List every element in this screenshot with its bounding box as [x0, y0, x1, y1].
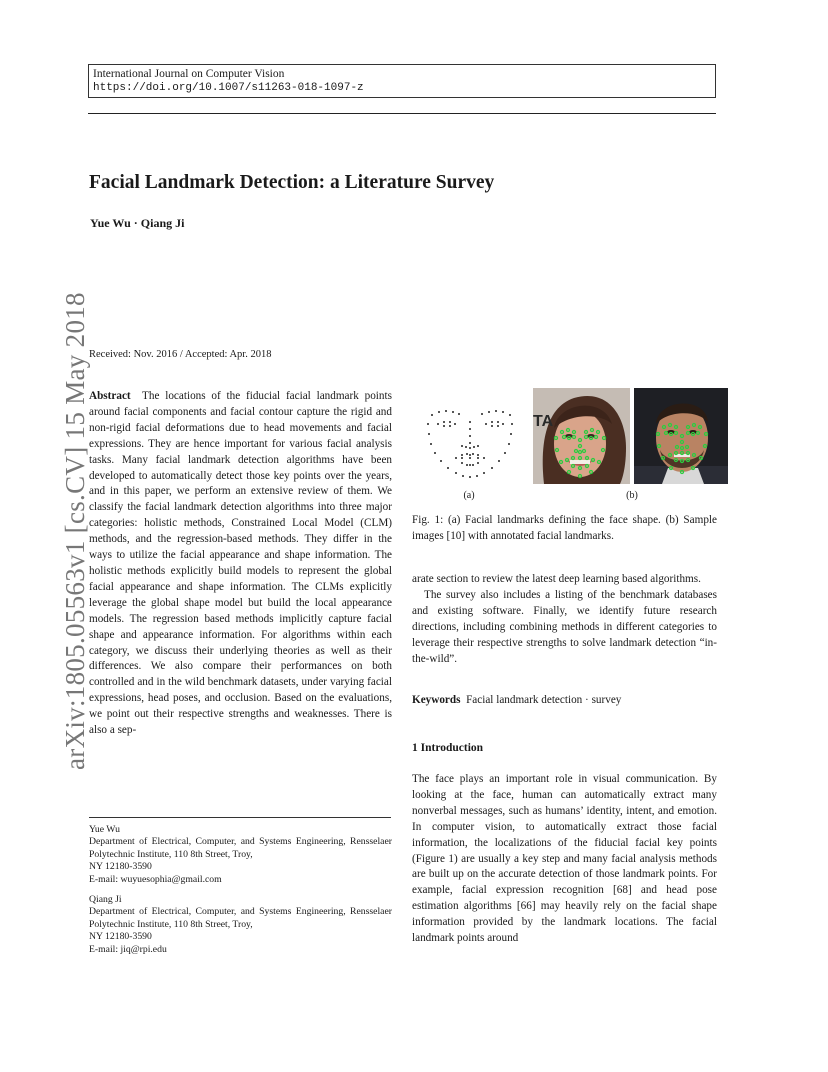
doi-link[interactable]: https://doi.org/10.1007/s11263-018-1097-z	[93, 82, 364, 94]
footnote-affiliation: Department of Electrical, Computer, and Systems Engineering, Rensselaer Polytechnic Institute, 110 8th Street, Troy,	[89, 906, 392, 930]
header-rule	[88, 113, 716, 114]
abstract-text: The locations of the fiducial facial landmark points around facial components and facial contour capture the rigid and non-rigid facial deformations due to head movements and facial expressions. They are hence important for various facial analysis tasks. Many facial landmark detection algorithms have been developed to automatically detect those key points over the years, and in this paper, we perform an extensive review of them. We classify the facial landmark detection algorithms into three major categories: holistic methods, Constrained Local Model (CLM) methods, and the regression-based methods. They differ in the ways to utilize the facial appearance and shape information. The holistic methods explicitly build models to represent the global facial appearance and shape information. The CLMs explicitly leverage the global shape model but build the local appearance models. The regression based methods implicitly capture facial shape and appearance information. For algorithms within each category, we discuss their underlying theories as well as their differences. We also compare their performances on both controlled and in the wild benchmark datasets, under varying facial expressions, head poses, and occlusion. Based on the evaluations, we point out their respective strengths and weaknesses. There is also a sep-	[89, 390, 392, 737]
footnote-author-2	[89, 894, 392, 956]
footnote-affiliation: Department of Electrical, Computer, and Systems Engineering, Rensselaer Polytechnic Institute, 110 8th Street, Troy,	[89, 836, 392, 860]
photo-background-text: TA	[533, 413, 554, 430]
footnote-email[interactable]: E-mail: jiq@rpi.edu	[89, 943, 167, 955]
keywords	[412, 693, 717, 709]
figure-caption: Fig. 1: (a) Facial landmarks defining the face shape. (b) Sample images [10] with annotated facial landmarks.	[412, 514, 717, 542]
introduction-paragraph: The face plays an important role in visual communication. By looking at the face, human can automatically extract many nonverbal messages, such as humans’ identity, intent, and emotion. In computer vision, to automatically extract those facial information, the localizations of the fiducial facial key points (Figure 1) are usually a key step and many facial analysis methods are built up on the accurate detection of those landmark points. For example, facial expression recognition [68] and head pose estimation algorithms [66] may heavily rely on the facial shape information provided by the landmark locations. The facial landmark points around	[412, 773, 717, 945]
right-column-text	[412, 572, 717, 667]
introduction-text	[412, 772, 717, 947]
keywords-text: Facial landmark detection · survey	[466, 694, 622, 706]
footnote-zip: NY 12180-3590	[89, 931, 152, 943]
footnote-author-1	[89, 824, 392, 886]
footnote-rule	[89, 817, 391, 818]
abstract-paragraph-2: The survey also includes a listing of the benchmark databases and existing software. Finally, we identify future research directions, including combining methods in different categories to leverage their respective strengths to solve landmark detection “in-the-wild”.	[412, 588, 717, 665]
author-list: Yue Wu · Qiang Ji	[90, 216, 185, 230]
subfigure-label-b: (b)	[626, 490, 638, 501]
author-footnotes	[89, 824, 392, 964]
journal-name: International Journal on Computer Vision	[93, 68, 285, 80]
footnote-zip: NY 12180-3590	[89, 861, 152, 873]
figure-1-graphic	[412, 388, 728, 504]
paper-title: Facial Landmark Detection: a Literature Survey	[89, 172, 495, 193]
footnote-name: Yue Wu	[89, 824, 120, 835]
sample-photo-2	[634, 388, 728, 484]
abstract-heading: Abstract	[89, 390, 131, 402]
abstract-continuation: arate section to review the latest deep learning based algorithms.	[412, 573, 701, 585]
footnote-name: Qiang Ji	[89, 894, 122, 906]
figure-1	[412, 388, 728, 504]
landmark-shape-diagram	[427, 410, 513, 478]
subfigure-label-a: (a)	[463, 490, 475, 501]
sample-photo-1	[533, 388, 630, 484]
arxiv-identifier: arXiv:1805.05563v1 [cs.CV] 15 May 2018	[60, 292, 90, 770]
footnote-email[interactable]: E-mail: wuyuesophia@gmail.com	[89, 873, 222, 885]
section-heading-introduction: 1 Introduction	[412, 742, 484, 754]
received-date: Received: Nov. 2016 / Accepted: Apr. 2018	[89, 349, 272, 360]
keywords-label: Keywords	[412, 694, 461, 706]
abstract	[89, 389, 392, 739]
journal-header	[88, 64, 716, 98]
